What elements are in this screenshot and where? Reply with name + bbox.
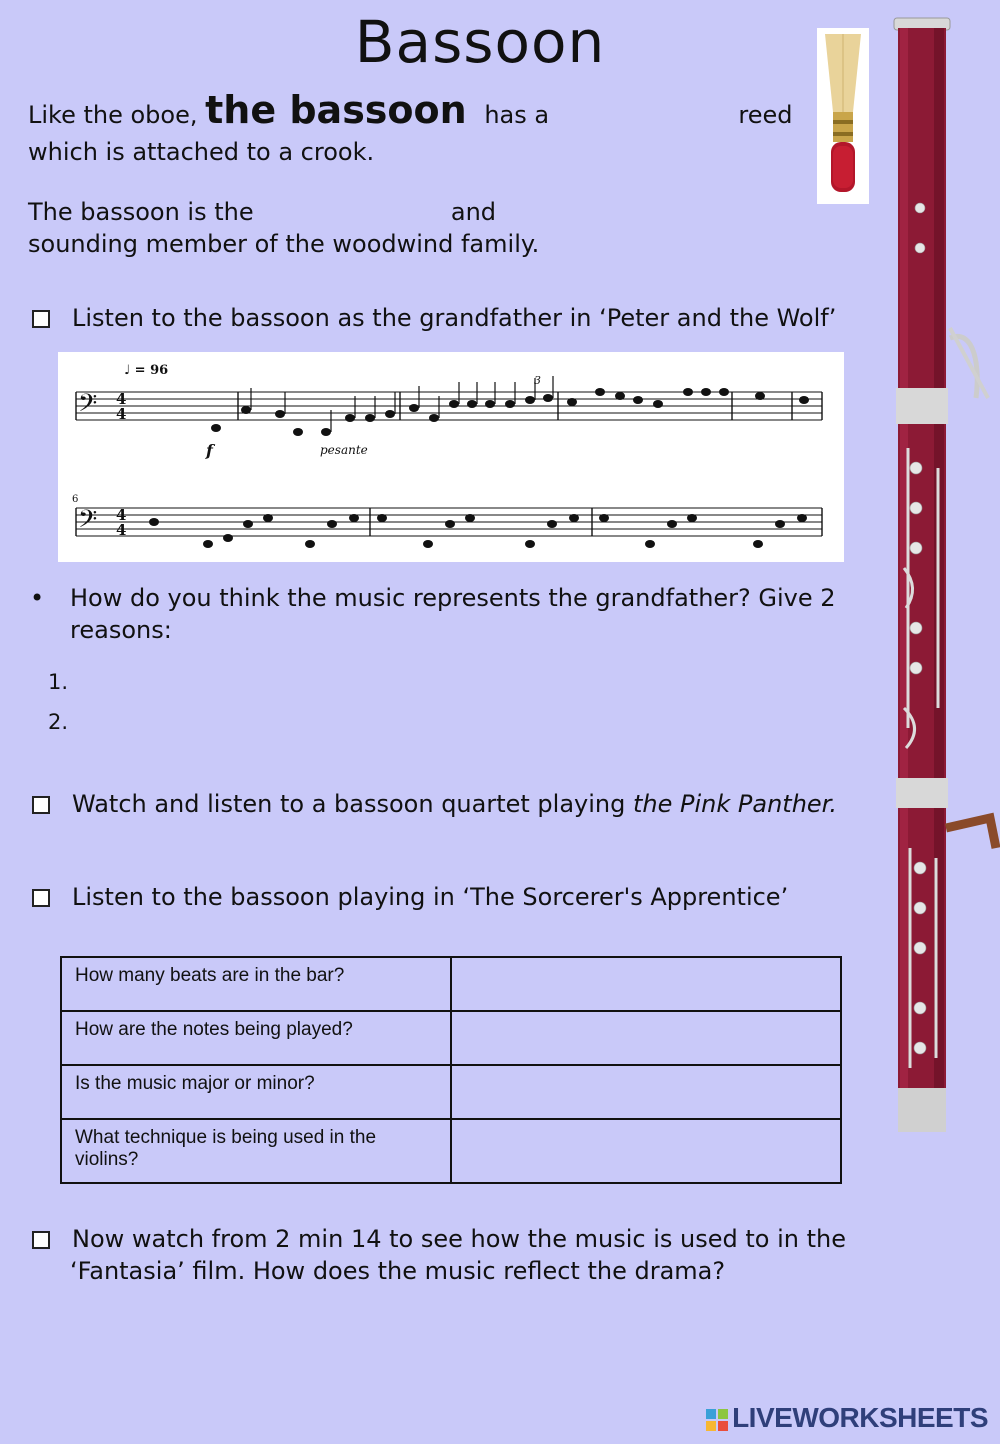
table-row [61, 1119, 841, 1183]
question-line-2: reasons: [70, 616, 172, 644]
reason-1-input[interactable] [80, 668, 824, 700]
checkbox-icon[interactable] [32, 1231, 50, 1249]
task-fantasia-text-1: Now watch from 2 min 14 to see how the music is used to in the [72, 1225, 847, 1253]
task-peter-text: Listen to the bassoon as the grandfather in ‘Peter and the Wolf’ [72, 304, 837, 332]
bassoon-icon [880, 8, 1000, 1138]
task-sorcerer-text: Listen to the bassoon playing in ‘The Sorcerer's Apprentice’ [72, 883, 789, 911]
checkbox-icon[interactable] [32, 310, 50, 328]
intro-bold: the bassoon [205, 88, 467, 132]
intro-line-2: which is attached to a crook. [28, 138, 375, 166]
brand-text: LIVEWORKSHEETS [732, 1402, 988, 1433]
question-bullet: • [30, 584, 45, 612]
intro-text-d: The bassoon is the [28, 198, 254, 226]
task-pink-panther [32, 790, 837, 818]
table-answer-cell[interactable] [451, 1065, 841, 1119]
task-peter [32, 304, 836, 332]
pitch-blank[interactable] [261, 197, 443, 229]
table-question-cell: How are the notes being played? [61, 1011, 451, 1065]
task-sorcerer [32, 883, 788, 911]
table-row [61, 957, 841, 1011]
intro-line-1 [28, 88, 793, 132]
table-row [61, 1065, 841, 1119]
dynamic-marking: f [206, 441, 213, 460]
table-row [61, 1011, 841, 1065]
table-answer-cell[interactable] [451, 1119, 841, 1183]
questions-table [60, 956, 842, 1184]
task-pink-text-b: the Pink Panther. [633, 790, 837, 818]
intro-line-4: sounding member of the woodwind family. [28, 230, 540, 258]
reed-image [817, 28, 869, 204]
intro-text-e: and [450, 198, 497, 226]
intro-text-c: reed [738, 101, 793, 129]
page-title: Bassoon [354, 8, 606, 76]
task-fantasia-line-2: ‘Fantasia’ film. How does the music reflect the drama? [70, 1257, 726, 1285]
svg-text:4: 4 [116, 405, 127, 423]
table-question-cell: How many beats are in the bar? [61, 957, 451, 1011]
svg-text:𝄢: 𝄢 [78, 389, 98, 424]
task-pink-text-a: Watch and listen to a bassoon quartet playing [72, 790, 633, 818]
bassoon-image [880, 8, 1000, 1138]
table-question-cell: Is the music major or minor? [61, 1065, 451, 1119]
intro-text-a: Like the oboe, [28, 101, 206, 129]
svg-text:4: 4 [116, 506, 127, 524]
checkbox-icon[interactable] [32, 796, 50, 814]
expression-marking: pesante [320, 443, 368, 457]
liveworksheets-logo-icon [706, 1409, 728, 1431]
question-line-1: How do you think the music represents the grandfather? Give 2 [70, 584, 836, 612]
bar-number: 6 [72, 494, 79, 505]
reason-2-input[interactable] [80, 708, 824, 740]
reed-type-blank[interactable] [557, 100, 731, 132]
triplet-marking: 3 [534, 374, 541, 387]
reed-icon [817, 28, 869, 204]
checkbox-icon[interactable] [32, 889, 50, 907]
liveworksheets-brand[interactable] [706, 1402, 988, 1434]
music-score-image [58, 352, 844, 562]
svg-text:𝄢: 𝄢 [78, 505, 98, 540]
table-answer-cell[interactable] [451, 957, 841, 1011]
table-question-cell: What technique is being used in the violins? [61, 1119, 451, 1183]
intro-text-b: has a [484, 101, 550, 129]
music-score-icon [58, 352, 844, 562]
table-answer-cell[interactable] [451, 1011, 841, 1065]
reason-2-label: 2. [48, 710, 69, 734]
intro-line-3 [28, 197, 496, 229]
task-fantasia [32, 1225, 846, 1253]
reason-1-label: 1. [48, 670, 69, 694]
svg-text:4: 4 [116, 521, 127, 539]
tempo-marking: ♩ = 96 [124, 363, 169, 378]
svg-text:4: 4 [116, 390, 127, 408]
